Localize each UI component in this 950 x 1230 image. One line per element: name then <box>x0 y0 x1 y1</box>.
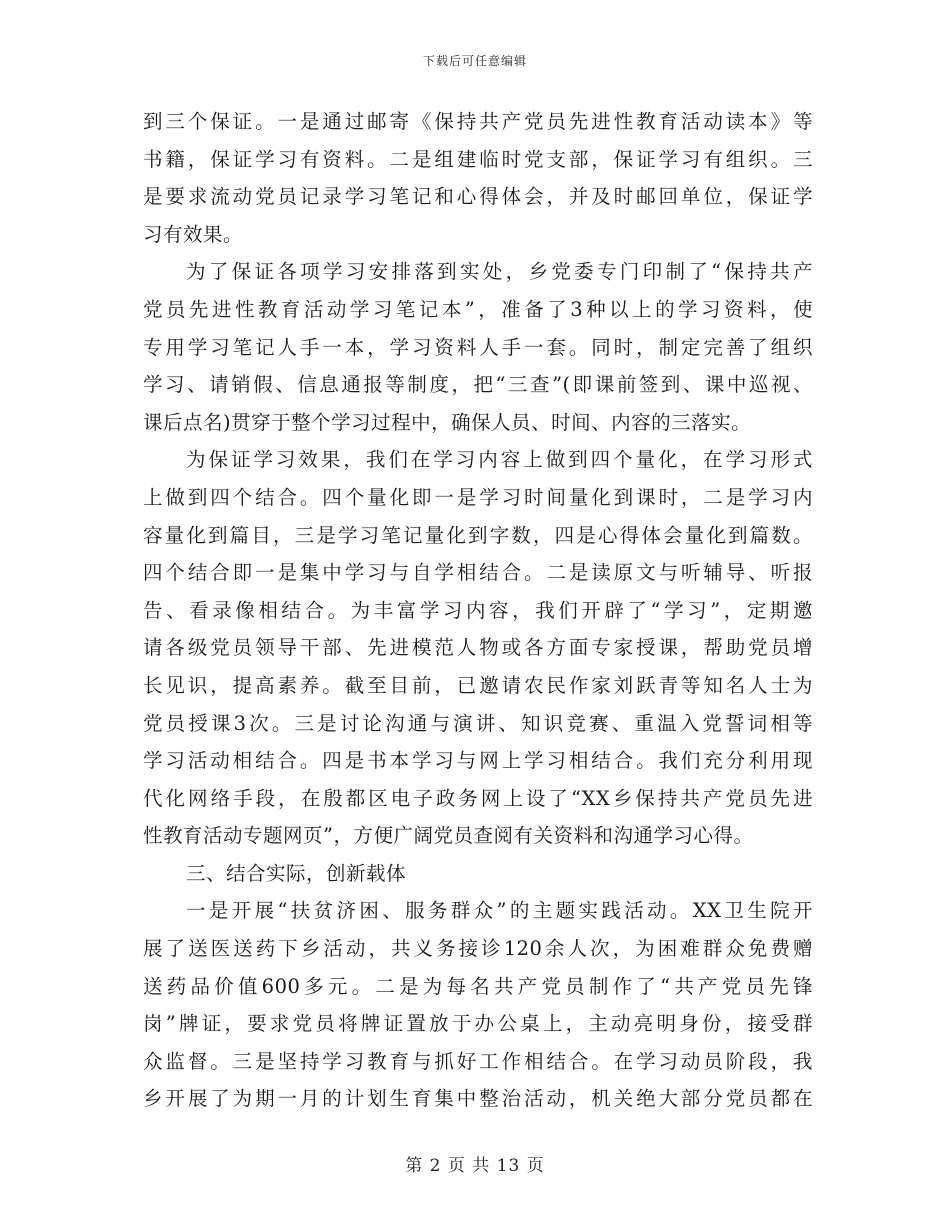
text-line: 是要求流动党员记录学习笔记和心得体会，并及时邮回单位，保证学 <box>143 185 813 209</box>
text-line: 为了保证各项学习安排落到实处，乡党委专门印制了“保持共产 <box>186 260 813 284</box>
page-header: 下载后可任意编辑 <box>422 54 527 68</box>
text-line: 四个结合即一是集中学习与自学相结合。二是读原文与听辅导、听报 <box>143 561 813 585</box>
text-line: 专用学习笔记人手一本，学习资料人手一套。同时，制定完善了组织 <box>143 335 813 359</box>
text-line: 为保证学习效果，我们在学习内容上做到四个量化，在学习形式 <box>186 448 813 472</box>
text-line: 送药品价值600多元。二是为每名共产党员制作了“共产党员先锋 <box>143 974 813 998</box>
document-body <box>143 103 813 1118</box>
text-line: 三、结合实际，创新载体 <box>186 861 407 885</box>
text-line: 请各级党员领导干部、先进模范人物或各方面专家授课，帮助党员增 <box>143 636 813 660</box>
text-line: 众监督。三是坚持学习教育与抓好工作相结合。在学习动员阶段，我 <box>143 1049 813 1073</box>
text-line: 展了送医送药下乡活动，共义务接诊120余人次，为困难群众免费赠 <box>143 937 813 961</box>
text-line: 性教育活动专题网页”，方便广阔党员查阅有关资料和沟通学习心得。 <box>143 824 754 848</box>
text-line: 上做到四个结合。四个量化即一是学习时间量化到课时，二是学习内 <box>143 485 813 509</box>
text-line: 到三个保证。一是通过邮寄《保持共产党员先进性教育活动读本》等 <box>143 110 813 133</box>
text-line: 课后点名)贯穿于整个学习过程中，确保人员、时间、内容的三落实。 <box>143 410 752 434</box>
text-line: 学习活动相结合。四是书本学习与网上学习相结合。我们充分利用现 <box>143 749 813 773</box>
text-line: 告、看录像相结合。为丰富学习内容，我们开辟了“学习”，定期邀 <box>143 598 813 622</box>
text-line: 一是开展“扶贫济困、服务群众”的主题实践活动。XX卫生院开 <box>186 899 813 923</box>
text-line: 容量化到篇目，三是学习笔记量化到字数，四是心得体会量化到篇数。 <box>143 523 813 547</box>
text-line: 书籍，保证学习有资料。二是组建临时党支部，保证学习有组织。三 <box>143 147 813 171</box>
text-line: 长见识，提高素养。截至目前，已邀请农民作家刘跃青等知名人士为 <box>143 673 813 697</box>
text-line: 岗”牌证，要求党员将牌证置放于办公桌上，主动亮明身份，接受群 <box>143 1012 813 1036</box>
text-line: 党员先进性教育活动学习笔记本”，准备了3种以上的学习资料，使 <box>143 297 813 321</box>
text-line: 党员授课3次。三是讨论沟通与演讲、知识竞赛、重温入党誓词相等 <box>143 711 813 735</box>
text-line: 习有效果。 <box>143 222 244 246</box>
text-line: 乡开展了为期一月的计划生育集中整治活动，机关绝大部分党员都在 <box>143 1087 813 1111</box>
text-line: 学习、请销假、信息通报等制度，把“三查”(即课前签到、课中巡视、 <box>143 373 813 397</box>
text-line: 代化网络手段，在殷都区电子政务网上设了“XX乡保持共产党员先进 <box>143 786 813 810</box>
page-number: 第 2 页 共 13 页 <box>405 1156 545 1176</box>
